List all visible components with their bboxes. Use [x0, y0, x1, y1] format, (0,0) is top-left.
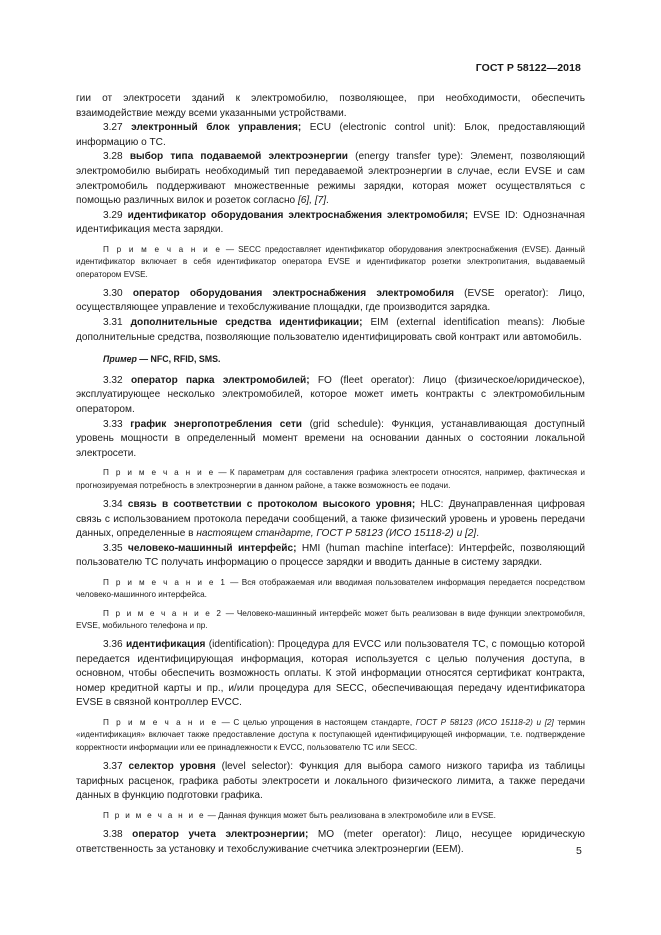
document-body: [76, 92, 585, 857]
term-3-35: 3.35 человеко-машинный интерфейс; HMI (human machine interface): Интерфейс, позволяющий пользователю ТС получать информацию о процессе зарядки и вводить данные в систему зарядки.: [76, 542, 585, 569]
term-3-38: 3.38 оператор учета электроэнергии; МО (meter operator): Лицо, несущее юридическую ответственность за установку и техобслуживание счетчика электроэнергии (EEM).: [76, 829, 585, 855]
note: П р и м е ч а н и е — SECC предоставляет идентификатор оборудования электроснабжения (EVSE). Данный идентификатор включает в себя идентификатор оператора EVSE и идентификатор розетки электропитания, выдаваемый оператором EVSE.: [76, 244, 585, 279]
term-3-29: 3.29 идентификатор оборудования электроснабжения электромобиля; EVSE ID: Однозначная идентификация места зарядки.: [76, 209, 586, 236]
note: П р и м е ч а н и е 2 — Человеко-машинный интерфейс может быть реализован в виде функции электромобиля, EVSE, мобильного телефона и пр.: [76, 608, 585, 630]
document-header: ГОСТ Р 58122—2018: [475, 62, 581, 74]
term-3-34: 3.34 связь в соответствии с протоколом высокого уровня; HLC: Двунаправленная цифровая связь с использованием протокола передачи сообщений, а также физический уровень и уровень передачи данных, определенные в настоящем стандарте, ГОСТ Р 58123 (ИСО 15118-2) и [2].: [76, 498, 585, 540]
term-3-30: 3.30 оператор оборудования электроснабжения электромобиля (EVSE operator): Лицо, осуществляющее управление и техобслуживание площадки, где производится зарядка.: [76, 287, 585, 314]
note: П р и м е ч а н и е 1 — Вся отображаемая или вводимая пользователем информация передается посредством человеко-машинного интерфейса.: [76, 577, 586, 600]
term-3-27: 3.27 электронный блок управления; ECU (electronic control unit): Блок, предоставляющий информацию о ТС.: [76, 122, 585, 148]
note: П р и м е ч а н и е — Данная функция может быть реализована в электромобиле или в EVSE.: [103, 810, 496, 820]
page-number: 5: [576, 845, 582, 857]
example: Пример — NFC, RFID, SMS.: [103, 354, 221, 365]
term-3-37: 3.37 селектор уровня (level selector): Функция для выбора самого низкого тарифа из таблицы тарифных расценок, графика работы электросети и локального физического лимита, а также передачи данных в функцию подготовки графика.: [76, 760, 585, 802]
paragraph: гии от электросети зданий к электромобилю, позволяющее, при необходимости, обеспечить взаимодействие между всеми указанными устройствами.: [76, 93, 585, 119]
term-3-32: 3.32 оператор парка электромобилей; FO (fleet operator): Лицо (физическое/юридическое), эксплуатирующее несколько электромобилей, которое может иметь контракты с электромобильным оператором.: [76, 374, 585, 415]
note: П р и м е ч а н и е — К параметрам для составления графика электросети относятся, например, фактическая и прогнозируемая потребность в электроэнергии в данном районе, а также возможность ее подачи.: [76, 468, 585, 490]
term-3-36: 3.36 идентификация (identification): Процедура для EVCC или пользователя ТС, с помощью которой передается идентифицирующая информация, которая используется с целью получения доступа, в основном, чтобы обеспечить возможность оплаты. К этой информации относятся сертификат контракта, номер кредитной карты и пр., и/или процедура для SECC, обеспечивающая передачу идентификатора EVSE в связной контроллер EVCC.: [76, 639, 585, 709]
term-3-33: 3.33 график энергопотребления сети (grid schedule): Функция, устанавливающая доступный уровень мощности в определенный момент времени на основании данных о состоянии локальной электросети.: [76, 418, 585, 459]
note: П р и м е ч а н и е — С целью упрощения в настоящем стандарте, ГОСТ Р 58123 (ИСО 15118-2) и [2] термин «идентификация» включает также предоставление доступа к поступающей идентифицирующей информации, т.е. подтверждение корректности информации или ее принадлежности к EVCC, пользователю ТС или SECC.: [76, 718, 586, 752]
term-3-31: 3.31 дополнительные средства идентификации; EIM (external identification means): Любые дополнительные средства, позволяющие пользователю идентифицировать свой контракт или автомобиль.: [76, 317, 585, 343]
term-3-28: 3.28 выбор типа подаваемой электроэнергии (energy transfer type): Элемент, позволяющий электромобилю выбирать необходимый тип передаваемой электроэнергии в случае, если EVSE и сам электромобиль поддерживают множественные режимы зарядки, которая может осуществляться с помощью различных вилок и розеток согласно [6], [7].: [76, 151, 586, 207]
